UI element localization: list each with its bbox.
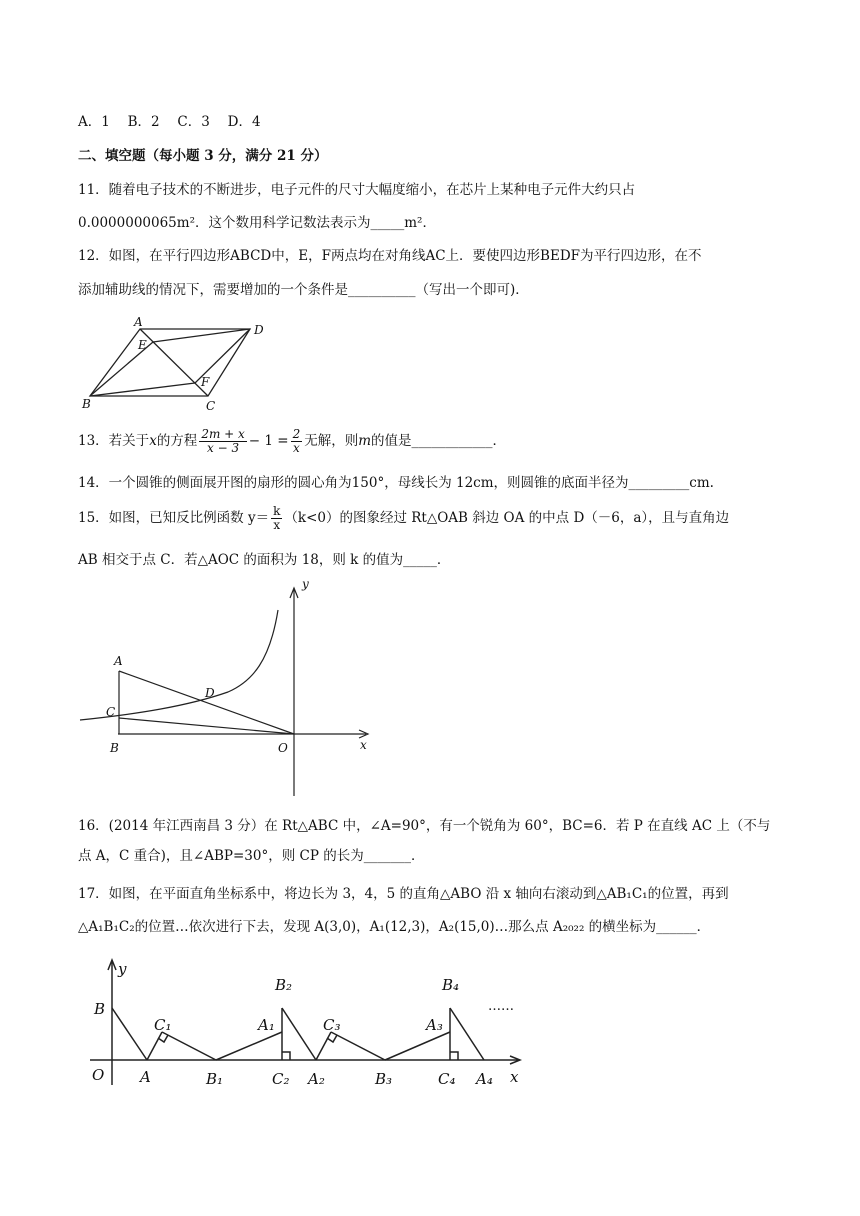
- q13-var-x: x: [149, 433, 157, 449]
- q15-line2: AB 相交于点 C．若△AOC 的面积为 18，则 k 的值为_____．: [78, 552, 451, 568]
- q17-label-b4: B₄: [442, 976, 460, 994]
- q17-label-b3: B₃: [375, 1070, 393, 1088]
- q12-line2: 添加辅助线的情况下，需要增加的一个条件是__________（写出一个即可)．: [78, 282, 529, 298]
- q15-label-b: B: [110, 741, 119, 755]
- q15-label-y: y: [302, 577, 309, 591]
- q15-suffix: （k<0）的图象经过 Rt△OAB 斜边 OA 的中点 D（－6，a），且与直角边: [284, 510, 730, 526]
- q15-label-c: C: [106, 705, 116, 719]
- q17-label-y: y: [118, 960, 127, 978]
- q17-label-a2: A₂: [308, 1070, 325, 1088]
- q16-line1: 16．(2014 年江西南昌 3 分）在 Rt△ABC 中，∠A=90°，有一个锐角为 60°，BC=6．若 P 在直线 AC 上（不与: [78, 818, 771, 834]
- q15-hyperbola-figure: [78, 574, 378, 800]
- q15-prefix: 15．如图，已知反比例函数 y＝: [78, 510, 270, 526]
- q15-frac-den: x: [273, 518, 281, 532]
- q13-prefix: 13．若关于: [78, 433, 150, 449]
- q17-label-o: O: [92, 1066, 105, 1084]
- q17-label-c3: C₃: [323, 1016, 341, 1034]
- q13-frac2-num: 2: [292, 427, 301, 441]
- q13-var-m: m: [358, 433, 372, 449]
- q17-label-c2: C₂: [272, 1070, 290, 1088]
- q13-fraction-1: [199, 428, 246, 455]
- q15-label-d: D: [205, 686, 215, 700]
- q12-parallelogram-figure: [78, 312, 278, 412]
- q10-options: A．1 B．2 C．3 D．4: [78, 114, 261, 130]
- q13-frac2-den: x: [293, 441, 300, 455]
- q17-label-c1: C₁: [154, 1016, 172, 1034]
- q13-mid1: 的方程: [156, 433, 198, 449]
- q17-label-c4: C₄: [438, 1070, 456, 1088]
- q12-line1: 12．如图，在平行四边形ABCD中，E，F两点均在对角线AC上．要使四边形BEDF为平行四边形，在不: [78, 248, 702, 264]
- q11-line2: 0.0000000065m²．这个数用科学记数法表示为_____m²．: [78, 215, 436, 231]
- q17-label-a3: A₃: [426, 1016, 443, 1034]
- q13-suffix: 的值是____________．: [371, 433, 507, 449]
- q15-line1: [78, 505, 729, 532]
- q13-fraction-2: [291, 428, 303, 455]
- q12-label-e: E: [138, 338, 147, 352]
- q13-frac1-den: x − 3: [207, 441, 240, 455]
- q15-label-x: x: [360, 738, 367, 752]
- q12-label-c: C: [206, 399, 216, 412]
- q17-label-b1: B₁: [206, 1070, 224, 1088]
- q16-line2: 点 A，C 重合)，且∠ABP=30°，则 CP 的长为_______．: [78, 848, 425, 864]
- q11-line1: 11．随着电子技术的不断进步，电子元件的尺寸大幅度缩小，在芯片上某种电子元件大约只占: [78, 182, 636, 198]
- q17-label-x: x: [510, 1068, 519, 1086]
- q17-label-b: B: [94, 1000, 106, 1018]
- q15-label-o: O: [278, 741, 288, 755]
- q17-line2: △A₁B₁C₂的位置…依次进行下去，发现 A(3,0)，A₁(12,3)，A₂(15,0)…那么点 A₂₀₂₂ 的横坐标为______．: [78, 919, 711, 935]
- section-title: 二、填空题（每小题 3 分，满分 21 分）: [78, 148, 328, 164]
- q17-label-a1: A₁: [258, 1016, 275, 1034]
- q17-line1: 17．如图，在平面直角坐标系中，将边长为 3，4，5 的直角△ABO 沿 x 轴向右滚动到△AB₁C₁的位置，再到: [78, 886, 729, 902]
- q13-frac1-num: 2m + x: [201, 427, 245, 441]
- q13-mid2: 无解，则: [304, 433, 359, 449]
- q15-fraction: [271, 505, 282, 532]
- q12-label-a: A: [134, 315, 143, 329]
- q12-label-f: F: [201, 375, 210, 389]
- q13-line: [78, 428, 506, 455]
- q17-ellipsis: ……: [488, 999, 514, 1014]
- q17-label-a4: A₄: [476, 1070, 493, 1088]
- q15-frac-num: k: [273, 504, 281, 518]
- q17-label-a: A: [140, 1068, 151, 1086]
- q13-minus-eq: − 1 =: [248, 433, 289, 449]
- q15-label-a: A: [114, 654, 123, 668]
- q17-label-b2: B₂: [275, 976, 293, 994]
- q17-rolling-triangle-figure: [78, 950, 538, 1090]
- q12-label-d: D: [254, 323, 264, 337]
- q12-label-b: B: [82, 397, 91, 411]
- q14-line: 14．一个圆锥的侧面展开图的扇形的圆心角为150°，母线长为 12cm，则圆锥的底面半径为_________cm.: [78, 475, 714, 491]
